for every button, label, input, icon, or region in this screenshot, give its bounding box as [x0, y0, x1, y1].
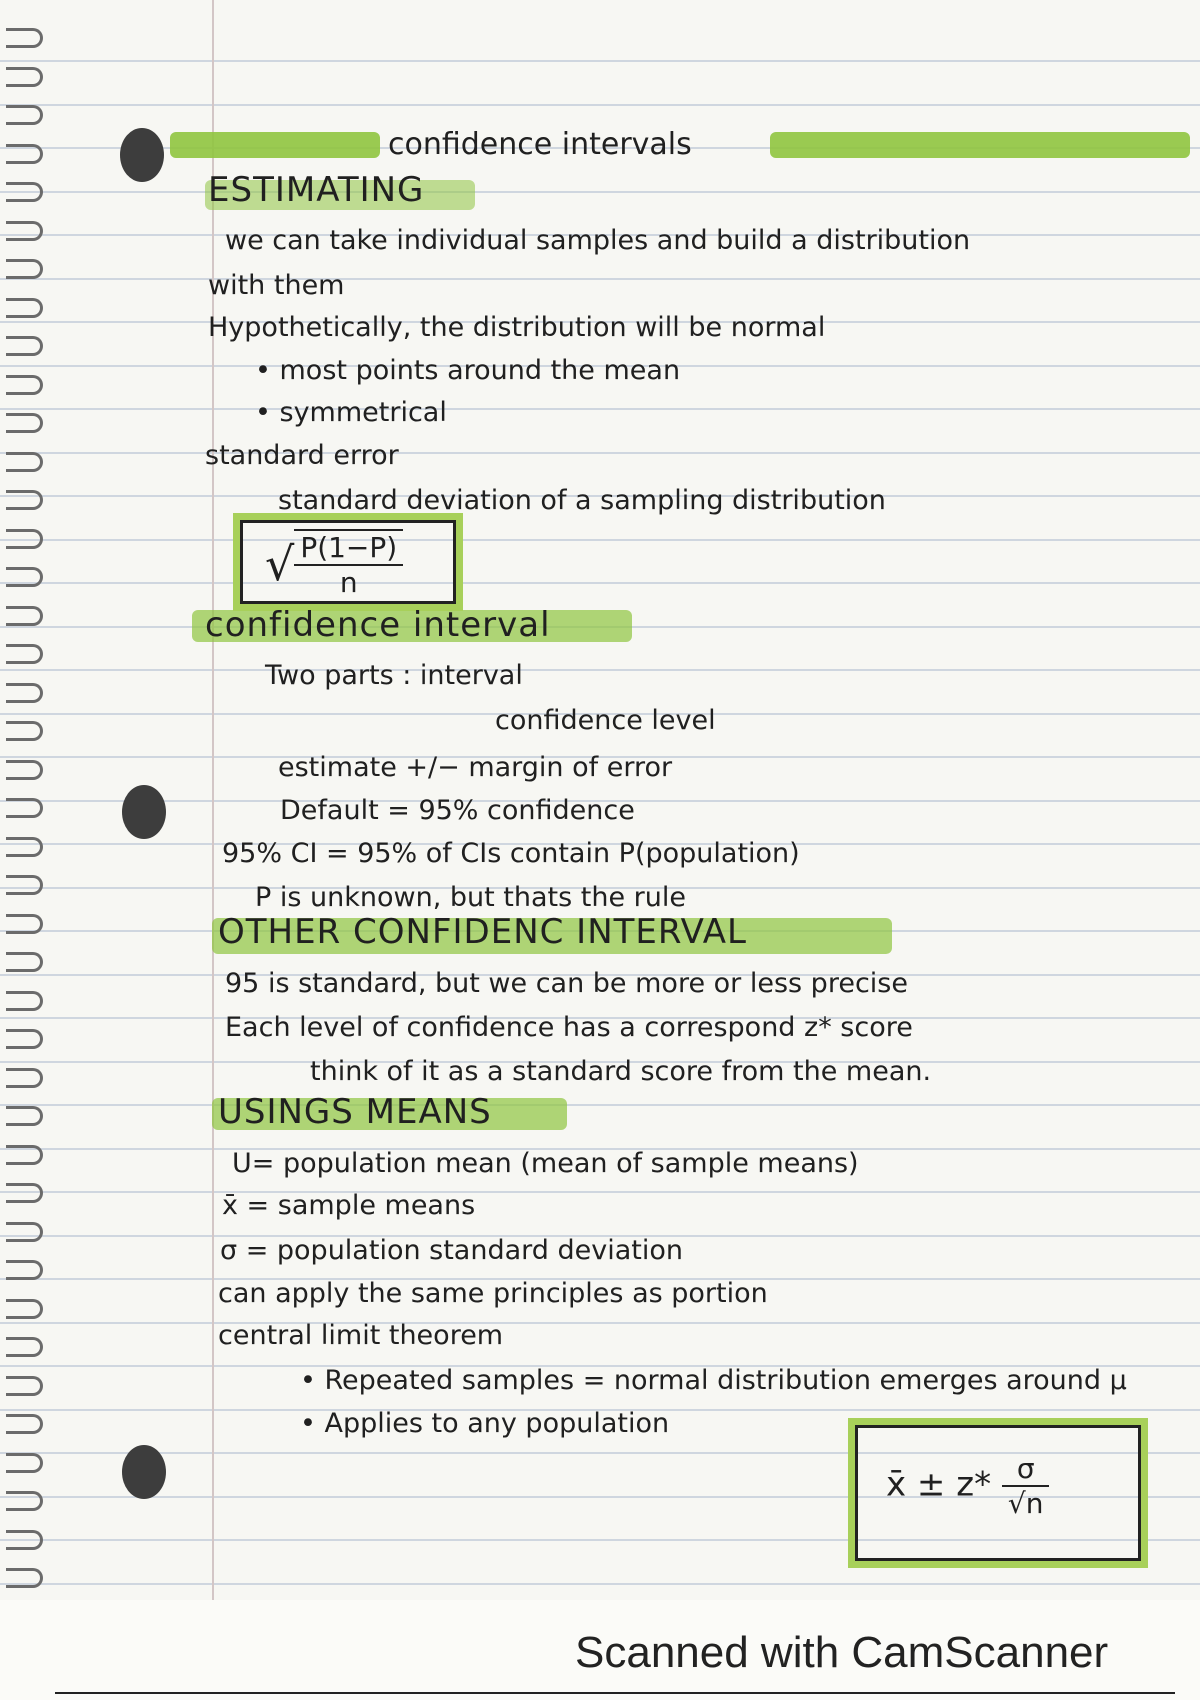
ruled-line	[0, 1191, 1200, 1193]
spiral-coil	[6, 644, 43, 664]
spiral-coil	[6, 1568, 43, 1588]
spiral-coil	[6, 875, 43, 895]
spiral-coil	[6, 1260, 43, 1280]
spiral-coil	[6, 683, 43, 703]
note-line: standard error	[205, 440, 399, 471]
ruled-line	[0, 1104, 1200, 1106]
note-line: 95% CI = 95% of CIs contain P(population)	[222, 838, 800, 869]
ruled-line	[0, 1583, 1200, 1585]
bullet-item: • symmetrical	[255, 397, 447, 428]
ruled-line	[0, 582, 1200, 584]
spiral-coil	[6, 182, 43, 202]
spiral-coil	[6, 606, 43, 626]
ruled-line	[0, 669, 1200, 671]
spiral-coil	[6, 529, 43, 549]
note-line: σ = population standard deviation	[220, 1235, 683, 1266]
ruled-line	[0, 278, 1200, 280]
note-line: we can take individual samples and build a distribution	[225, 225, 971, 256]
spiral-coil	[6, 721, 43, 741]
bullet-item: • Repeated samples = normal distribution emerges around μ	[300, 1365, 1127, 1396]
note-line: U= population mean (mean of sample means)	[232, 1148, 859, 1179]
spiral-coil	[6, 952, 43, 972]
spiral-coil	[6, 914, 43, 934]
spiral-coil	[6, 1299, 43, 1319]
note-line: Default = 95% confidence	[280, 795, 635, 826]
bullet-item: • most points around the mean	[255, 355, 681, 386]
spiral-coil	[6, 67, 43, 87]
spiral-coil	[6, 1068, 43, 1088]
note-line: estimate +/− margin of error	[278, 752, 673, 783]
spiral-coil	[6, 760, 43, 780]
note-line: Hypothetically, the distribution will be normal	[208, 312, 826, 343]
spiral-coil	[6, 1106, 43, 1126]
note-line: with them	[208, 270, 345, 301]
standard-error-formula	[265, 529, 403, 599]
note-line: Each level of confidence has a correspond z* score	[225, 1012, 913, 1043]
spiral-coil	[6, 336, 43, 356]
punch-hole	[120, 128, 164, 182]
spiral-coil	[6, 1414, 43, 1434]
ruled-line	[0, 1322, 1200, 1324]
page-title: confidence intervals	[388, 127, 692, 162]
note-line: central limit theorem	[218, 1320, 504, 1351]
spiral-coil	[6, 1337, 43, 1357]
note-line: 95 is standard, but we can be more or less precise	[225, 968, 908, 999]
sqrt-symbol: √	[265, 537, 295, 591]
spiral-coil	[6, 1183, 43, 1203]
formula-fraction	[294, 529, 403, 599]
spiral-coil	[6, 1491, 43, 1511]
heading-estimating: ESTIMATING	[208, 170, 425, 210]
note-line: confidence level	[495, 705, 716, 736]
spiral-coil	[6, 1029, 43, 1049]
ruled-line	[0, 539, 1200, 541]
heading-confidence-interval: confidence interval	[205, 605, 551, 645]
mean-ci-formula	[886, 1452, 1049, 1520]
note-line: standard deviation of a sampling distribution	[278, 485, 886, 516]
ruled-line	[0, 191, 1200, 193]
ruled-line	[0, 104, 1200, 106]
spiral-coil	[6, 375, 43, 395]
formula-numerator: σ	[1002, 1452, 1050, 1487]
spiral-coil	[6, 798, 43, 818]
note-line: Two parts : interval	[265, 660, 523, 691]
note-line: can apply the same principles as portion	[218, 1278, 768, 1309]
spiral-coil	[6, 1530, 43, 1550]
ruled-line	[0, 408, 1200, 410]
heading-other-confidence-interval: OTHER CONFIDENC INTERVAL	[218, 912, 747, 952]
title-highlight-right	[770, 132, 1190, 158]
spiral-coil	[6, 1376, 43, 1396]
scanner-watermark: Scanned with CamScanner	[575, 1628, 1109, 1677]
spiral-coil	[6, 144, 43, 164]
spiral-coil	[6, 221, 43, 241]
spiral-coil	[6, 413, 43, 433]
ruled-line	[0, 60, 1200, 62]
spiral-coil	[6, 259, 43, 279]
bullet-item: • Applies to any population	[300, 1408, 670, 1439]
formula-fraction	[1002, 1452, 1050, 1520]
spiral-coil	[6, 567, 43, 587]
spiral-coil	[6, 1453, 43, 1473]
formula-numerator: P(1−P)	[294, 529, 403, 566]
spiral-coil	[6, 452, 43, 472]
punch-hole	[122, 785, 166, 839]
note-line: think of it as a standard score from the mean.	[310, 1056, 932, 1087]
spiral-coil	[6, 1145, 43, 1165]
spiral-coil	[6, 1222, 43, 1242]
spiral-coil	[6, 991, 43, 1011]
standard-error-formula-box	[240, 520, 456, 604]
spiral-coil	[6, 837, 43, 857]
heading-using-means: USINGS MEANS	[218, 1092, 492, 1132]
title-highlight-left	[170, 132, 380, 158]
ruled-line	[0, 452, 1200, 454]
spiral-coil	[6, 105, 43, 125]
spiral-coil	[6, 490, 43, 510]
formula-denominator: n	[339, 566, 358, 599]
mean-ci-formula-box	[855, 1425, 1141, 1561]
footer-rule	[55, 1692, 1175, 1694]
formula-denominator: √n	[1007, 1487, 1044, 1520]
margin-line	[212, 0, 214, 1600]
spiral-coil	[6, 28, 43, 48]
spiral-coil	[6, 298, 43, 318]
formula-left: x̄ ± z*	[886, 1464, 992, 1505]
punch-hole	[122, 1445, 166, 1499]
note-line: P is unknown, but thats the rule	[255, 882, 686, 913]
note-line: x̄ = sample means	[222, 1190, 476, 1221]
